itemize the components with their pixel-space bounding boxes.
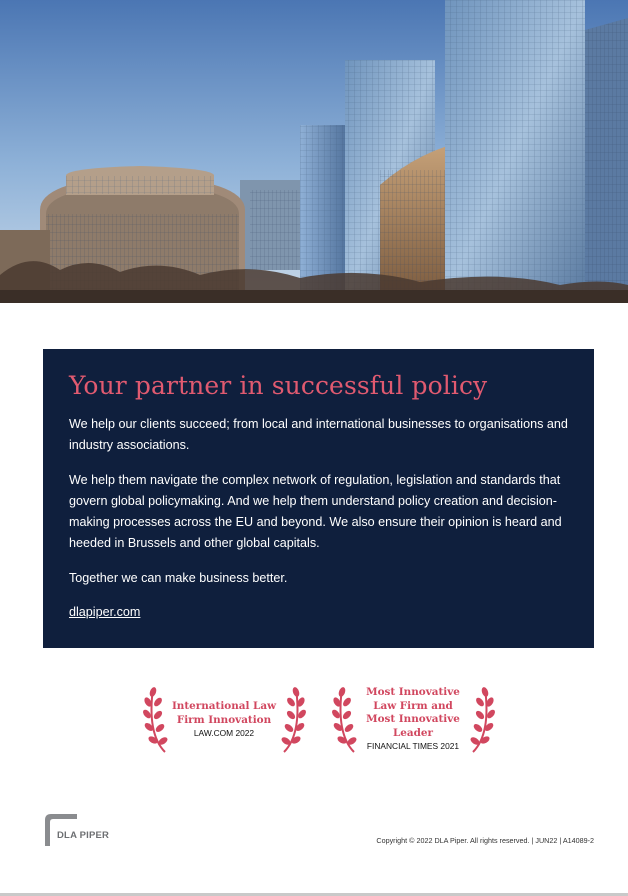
award-1-title-line2: Firm Innovation bbox=[176, 713, 272, 726]
award-1-text bbox=[167, 700, 281, 739]
award-financial-times bbox=[332, 684, 495, 756]
awards bbox=[0, 684, 628, 756]
award-law-com bbox=[143, 684, 306, 756]
panel-paragraph-1: We help our clients succeed; from local and international businesses to organisations and industry associations. bbox=[69, 417, 568, 452]
award-2-title-line1: Most Innovative bbox=[366, 686, 460, 698]
award-2-text bbox=[354, 686, 472, 752]
copyright-text: Copyright © 2022 DLA Piper. All rights reserved. | JUN22 | A14089-2 bbox=[376, 836, 594, 845]
award-1-source: LAW.COM 2022 bbox=[193, 728, 255, 738]
panel-paragraph-2: We help them navigate the complex network of regulation, legislation and standards that govern global policymaking. And we help them understand policy creation and decision-making processes across the EU and beyond. We also ensure their opinion is heard and heeded in Brussels and other global capitals. bbox=[69, 473, 562, 550]
website-link[interactable]: dlapiper.com bbox=[69, 605, 141, 619]
award-2-source: FINANCIAL TIMES 2021 bbox=[366, 741, 460, 751]
panel-title: Your partner in successful policy bbox=[69, 371, 488, 400]
laurel-right-icon bbox=[278, 684, 306, 754]
logo-text: DLA PIPER bbox=[57, 830, 110, 841]
award-2-title-line3: Most Innovative bbox=[366, 713, 460, 725]
laurel-right-icon bbox=[467, 684, 495, 754]
award-1-title-line1: International Law bbox=[171, 700, 277, 712]
dla-piper-logo bbox=[43, 812, 123, 848]
hero-image bbox=[0, 0, 628, 303]
award-2-title-line4: Leader bbox=[393, 726, 433, 739]
panel-paragraph-3: Together we can make business better. bbox=[69, 571, 288, 585]
policy-panel bbox=[43, 349, 594, 648]
award-2-title-line2: Law Firm and bbox=[373, 699, 453, 712]
